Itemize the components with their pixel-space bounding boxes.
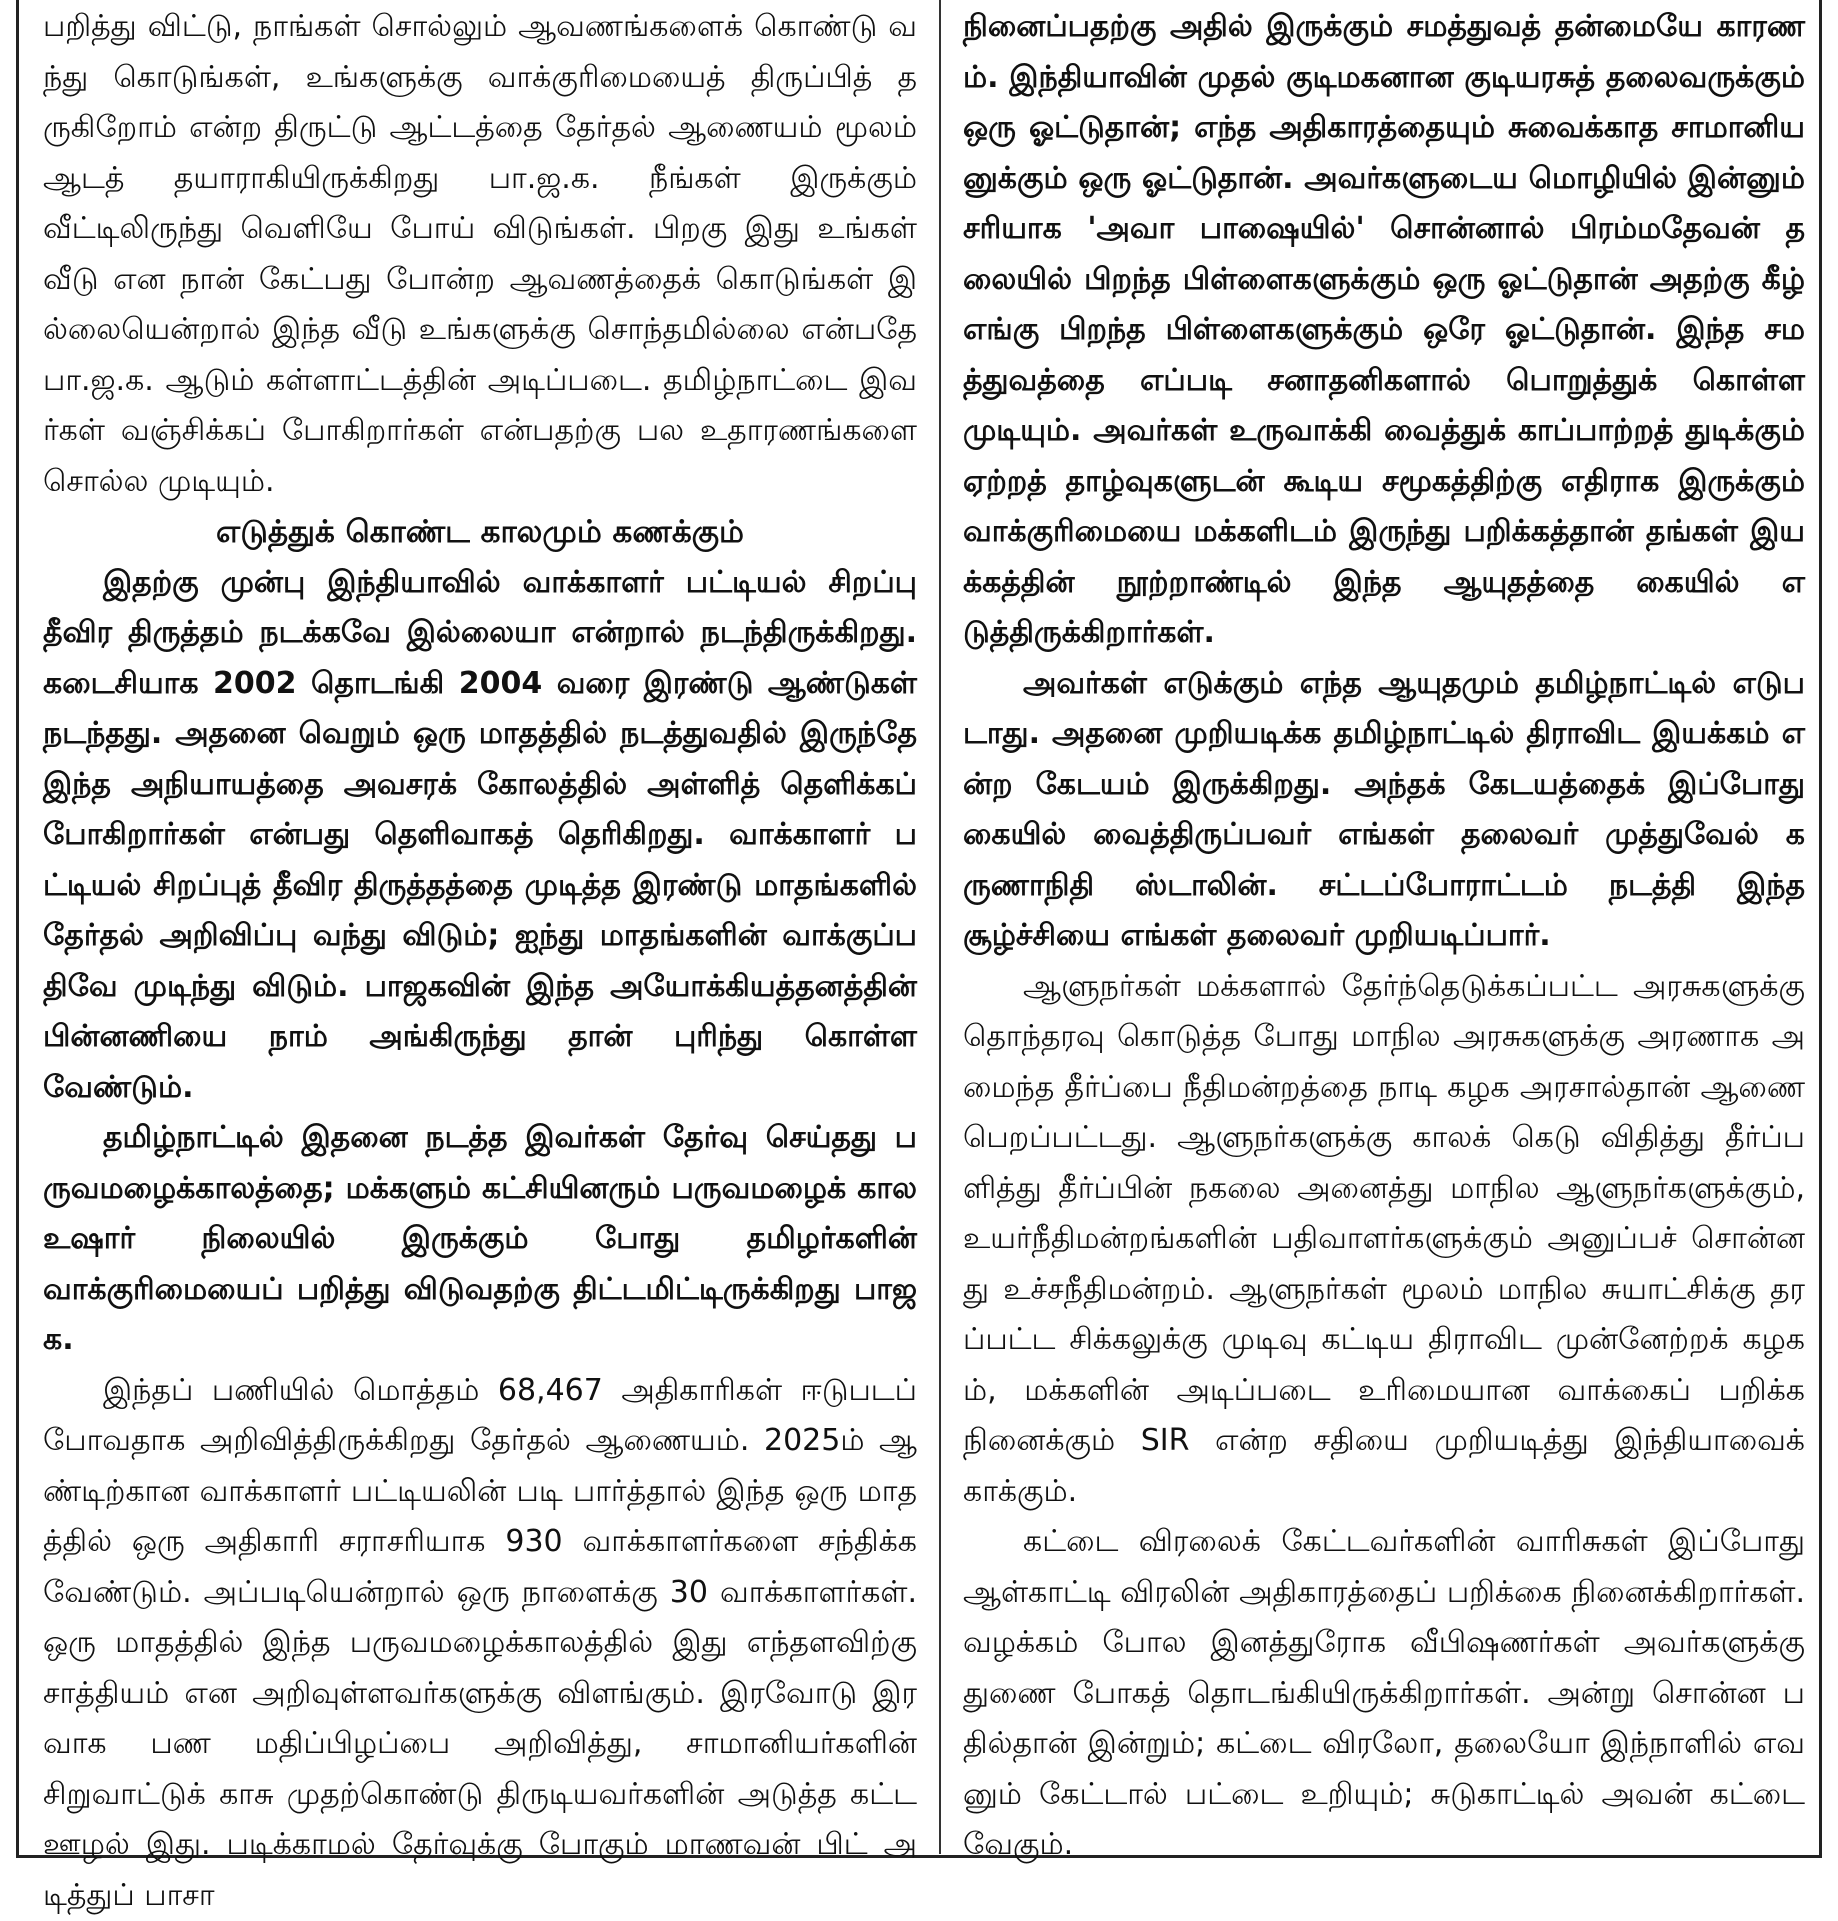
newspaper-page [16, 0, 1822, 1858]
column-divider [939, 0, 941, 1854]
right-paragraph-4: கட்டை விரலைக் கேட்டவர்களின் வாரிசுகள் இப்போது ஆள்காட்டி விரலின் அதிகாரத்தைப் பறிக்கை நினைக்கிறார்கள். வழக்கம் போல இனத்துரோக வீபிஷணர்கள் அவர்களுக்கு துணை போகத் தொடங்கியிருக்கிறார்கள். அன்று சொன்ன பதில்தான் இன்றும்; கட்டை விரலோ, தலையோ இந்நாளில் எவனும் கேட்டால் பட்டை உறியும்; சுடுகாட்டில் அவன் கட்டை வேகும். [963, 1517, 1805, 1871]
right-paragraph-2: அவர்கள் எடுக்கும் எந்த ஆயுதமும் தமிழ்நாட்டில் எடுபடாது. அதனை முறியடிக்க தமிழ்நாட்டில் திராவிட இயக்கம் என்ற கேடயம் இருக்கிறது. அந்தக் கேடயத்தைக் இப்போது கையில் வைத்திருப்பவர் எங்கள் தலைவர் முத்துவேல் கருணாநிதி ஸ்டாலின். சட்டப்போராட்டம் நடத்தி இந்த சூழ்ச்சியை எங்கள் தலைவர் முறியடிப்பார். [963, 659, 1805, 962]
left-paragraph-1: பறித்து விட்டு, நாங்கள் சொல்லும் ஆவணங்களைக் கொண்டு வந்து கொடுங்கள், உங்களுக்கு வாக்குரிமையைத் திருப்பித் தருகிறோம் என்ற திருட்டு ஆட்டத்தை தேர்தல் ஆணையம் மூலம் ஆடத் தயாராகியிருக்கிறது பா.ஜ.க. நீங்கள் இருக்கும் வீட்டிலிருந்து வெளியே போய் விடுங்கள். பிறகு இது உங்கள் வீடு என நான் கேட்பது போன்ற ஆவணத்தைக் கொடுங்கள் இல்லையென்றால் இந்த வீடு உங்களுக்கு சொந்தமில்லை என்பதே பா.ஜ.க. ஆடும் கள்ளாட்டத்தின் அடிப்படை. தமிழ்நாட்டை இவர்கள் வஞ்சிக்கப் போகிறார்கள் என்பதற்கு பல உதாரணங்களை சொல்ல முடியும். [43, 2, 917, 507]
left-paragraph-4: இந்தப் பணியில் மொத்தம் 68,467 அதிகாரிகள் ஈடுபடப் போவதாக அறிவித்திருக்கிறது தேர்தல் ஆணையம். 2025ம் ஆண்டிற்கான வாக்காளர் பட்டியலின் படி பார்த்தால் இந்த ஒரு மாதத்தில் ஒரு அதிகாரி சராசரியாக 930 வாக்காளர்களை சந்திக்க வேண்டும். அப்படியென்றால் ஒரு நாளைக்கு 30 வாக்காளர்கள். ஒரு மாதத்தில் இந்த பருவமழைக்காலத்தில் இது எந்தளவிற்கு சாத்தியம் என அறிவுள்ளவர்களுக்கு விளங்கும். இரவோடு இரவாக பண மதிப்பிழப்பை அறிவித்து, சாமானியர்களின் சிறுவாட்டுக் காசு முதற்கொண்டு திருடியவர்களின் அடுத்த கட்ட ஊழல் இது. படிக்காமல் தேர்வுக்கு போகும் மாணவன் பிட் அடித்துப் பாசா [43, 1366, 917, 1921]
section-heading: எடுத்துக் கொண்ட காலமும் கணக்கும் [43, 507, 917, 558]
left-paragraph-3: தமிழ்நாட்டில் இதனை நடத்த இவர்கள் தேர்வு செய்தது பருவமழைக்காலத்தை; மக்களும் கட்சியினரும் பருவமழைக் கால உஷார் நிலையில் இருக்கும் போது தமிழர்களின் வாக்குரிமையைப் பறித்து விடுவதற்கு திட்டமிட்டிருக்கிறது பாஜக. [43, 1113, 917, 1366]
right-paragraph-3: ஆளுநர்கள் மக்களால் தேர்ந்தெடுக்கப்பட்ட அரசுகளுக்கு தொந்தரவு கொடுத்த போது மாநில அரசுகளுக்கு அரணாக அமைந்த தீர்ப்பை நீதிமன்றத்தை நாடி கழக அரசால்தான் ஆணை பெறப்பட்டது. ஆளுநர்களுக்கு காலக் கெடு விதித்து தீர்ப்பளித்து தீர்ப்பின் நகலை அனைத்து மாநில ஆளுநர்களுக்கும், உயர்நீதிமன்றங்களின் பதிவாளர்களுக்கும் அனுப்பச் சொன்னது உச்சநீதிமன்றம். ஆளுநர்கள் மூலம் மாநில சுயாட்சிக்கு தரப்பட்ட சிக்கலுக்கு முடிவு கட்டிய திராவிட முன்னேற்றக் கழகம், மக்களின் அடிப்படை உரிமையான வாக்கைப் பறிக்க நினைக்கும் SIR என்ற சதியை முறியடித்து இந்தியாவைக் காக்கும். [963, 962, 1805, 1518]
right-column [963, 2, 1805, 1871]
left-paragraph-2: இதற்கு முன்பு இந்தியாவில் வாக்காளர் பட்டியல் சிறப்பு தீவிர திருத்தம் நடக்கவே இல்லையா என்றால் நடந்திருக்கிறது. கடைசியாக 2002 தொடங்கி 2004 வரை இரண்டு ஆண்டுகள் நடந்தது. அதனை வெறும் ஒரு மாதத்தில் நடத்துவதில் இருந்தே இந்த அநியாயத்தை அவசரக் கோலத்தில் அள்ளித் தெளிக்கப் போகிறார்கள் என்பது தெளிவாகத் தெரிகிறது. வாக்காளர் பட்டியல் சிறப்புத் தீவிர திருத்தத்தை முடித்த இரண்டு மாதங்களில் தேர்தல் அறிவிப்பு வந்து விடும்; ஐந்து மாதங்களின் வாக்குப்பதிவே முடிந்து விடும். பாஜகவின் இந்த அயோக்கியத்தனத்தின் பின்னணியை நாம் அங்கிருந்து தான் புரிந்து கொள்ள வேண்டும். [43, 558, 917, 1114]
left-column [43, 2, 917, 1921]
right-paragraph-1: நினைப்பதற்கு அதில் இருக்கும் சமத்துவத் தன்மையே காரணம். இந்தியாவின் முதல் குடிமகனான குடியரசுத் தலைவருக்கும் ஒரு ஓட்டுதான்; எந்த அதிகாரத்தையும் சுவைக்காத சாமானியனுக்கும் ஒரு ஓட்டுதான். அவர்களுடைய மொழியில் இன்னும் சரியாக 'அவா பாஷையில்' சொன்னால் பிரம்மதேவன் தலையில் பிறந்த பிள்ளைகளுக்கும் ஒரு ஓட்டுதான் அதற்கு கீழ் எங்கு பிறந்த பிள்ளைகளுக்கும் ஒரே ஓட்டுதான். இந்த சமத்துவத்தை எப்படி சனாதனிகளால் பொறுத்துக் கொள்ள முடியும். அவர்கள் உருவாக்கி வைத்துக் காப்பாற்றத் துடிக்கும் ஏற்றத் தாழ்வுகளுடன் கூடிய சமூகத்திற்கு எதிராக இருக்கும் வாக்குரிமையை மக்களிடம் இருந்து பறிக்கத்தான் தங்கள் இயக்கத்தின் நூற்றாண்டில் இந்த ஆயுதத்தை கையில் எடுத்திருக்கிறார்கள். [963, 2, 1805, 659]
